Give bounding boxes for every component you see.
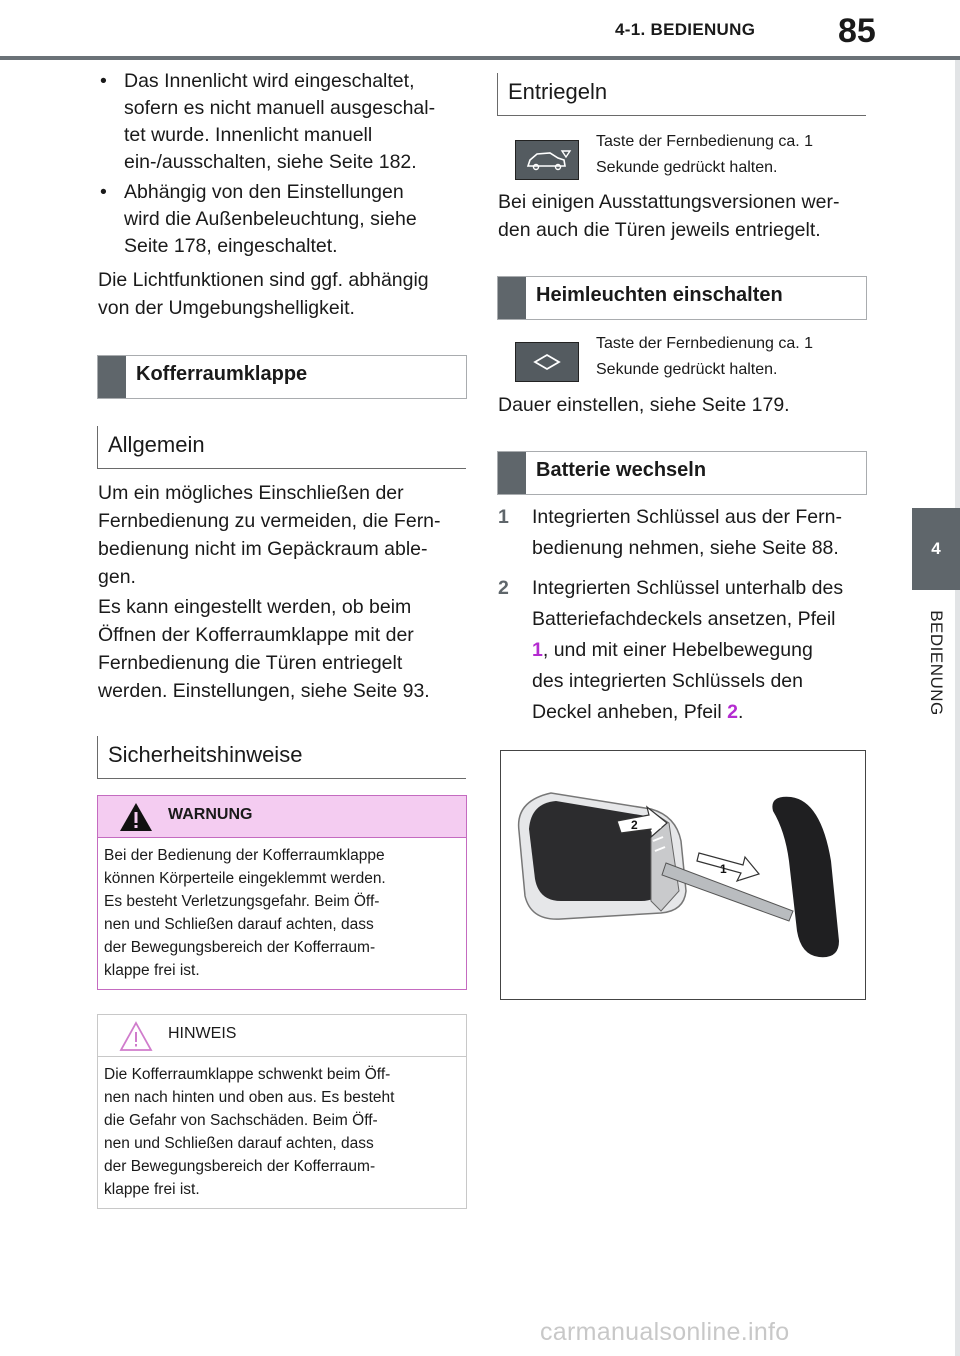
key-instruction	[596, 331, 813, 383]
section-tab	[498, 277, 526, 319]
light-button-icon	[515, 342, 579, 382]
text-line: Integrierten Schlüssel aus der Fern-	[532, 506, 842, 528]
text-line: wird die Außenbeleuchtung, siehe	[124, 208, 417, 230]
subheading-sicherheitshinweise	[97, 736, 466, 779]
warning-text	[104, 844, 386, 982]
watermark: carmanualsonline.info	[540, 1318, 790, 1346]
paragraph	[98, 479, 468, 591]
step-text	[532, 502, 872, 564]
bullet-text	[124, 68, 435, 176]
subheading-allgemein	[97, 426, 466, 469]
text-line: Die Lichtfunktionen sind ggf. abhängig	[98, 269, 429, 291]
section-heading-batterie	[497, 451, 867, 495]
figure-label-1: 1	[720, 862, 727, 876]
text-line: klappe frei ist.	[104, 962, 200, 979]
text-line: gen.	[98, 566, 136, 588]
text-line: Bei der Bedienung der Kofferraumklappe	[104, 847, 385, 864]
step-number: 1	[498, 506, 509, 528]
text-fragment: , und mit einer Hebelbewegung	[542, 639, 813, 661]
text-line: der Bewegungsbereich der Kofferraum-	[104, 939, 376, 956]
bullet-dot: •	[100, 70, 107, 92]
text-line: ein-/ausschalten, siehe Seite 182.	[124, 151, 417, 173]
paragraph	[98, 266, 468, 322]
text-line: von der Umgebungshelligkeit.	[98, 297, 355, 319]
step-number: 2	[498, 577, 509, 599]
text-fragment: Deckel anheben, Pfeil	[532, 701, 728, 723]
text-line: nen und Schließen darauf achten, dass	[104, 1135, 374, 1152]
warning-box	[97, 795, 467, 990]
text-line: werden. Einstellungen, siehe Seite 93.	[98, 680, 430, 702]
text-line: Fernbedienung zu vermeiden, die Fern-	[98, 510, 441, 532]
bullet-item	[100, 68, 470, 178]
subheading-label: Allgemein	[108, 432, 205, 457]
paragraph: Dauer einstellen, siehe Seite 179.	[498, 394, 790, 416]
header-rule	[0, 56, 960, 60]
text-line: bedienung nehmen, siehe Seite 88.	[532, 537, 839, 559]
key-instruction	[596, 129, 813, 181]
section-tab	[498, 452, 526, 494]
subheading-entriegeln	[497, 73, 866, 116]
bullet-dot: •	[100, 181, 107, 203]
text-line: Es besteht Verletzungsgefahr. Beim Öff-	[104, 893, 380, 910]
car-trunk-icon	[516, 141, 578, 179]
text-line: Um ein mögliches Einschließen der	[98, 482, 404, 504]
section-heading-heimleuchten	[497, 276, 867, 320]
trunk-button-icon	[515, 140, 579, 180]
text-line: Öffnen der Kofferraumklappe mit der	[98, 624, 414, 646]
subheading-label: Entriegeln	[508, 79, 608, 104]
bullet-item	[100, 179, 470, 263]
text-line: bedienung nicht im Gepäckraum able-	[98, 538, 428, 560]
text-line: Das Innenlicht wird eingeschaltet,	[124, 70, 415, 92]
warning-triangle-icon	[118, 801, 154, 833]
text-line: Seite 178, eingeschaltet.	[124, 235, 338, 257]
subheading-label: Sicherheitshinweise	[108, 742, 303, 767]
key-fob-illustration	[501, 751, 865, 999]
figure-label-2: 2	[631, 818, 638, 832]
paragraph	[98, 593, 468, 705]
hint-text	[104, 1063, 394, 1201]
text-line: die Gefahr von Sachschäden. Beim Öff-	[104, 1112, 378, 1129]
hint-header	[98, 1015, 466, 1057]
text-line: Batteriefachdeckels ansetzen, Pfeil	[532, 608, 836, 630]
text-line: Taste der Fernbedienung ca. 1	[596, 133, 814, 150]
text-line: sofern es nicht manuell ausgeschal-	[124, 97, 436, 119]
text-line: Bei einigen Ausstattungsversionen wer-	[498, 191, 840, 213]
text-line: der Bewegungsbereich der Kofferraum-	[104, 1158, 376, 1175]
section-heading-label: Kofferraumklappe	[136, 363, 308, 385]
text-line: Es kann eingestellt werden, ob beim	[98, 596, 412, 618]
arrow-reference-1: 1	[532, 639, 543, 661]
diamond-light-icon	[516, 343, 578, 381]
text-line: nen und Schließen darauf achten, dass	[104, 916, 374, 933]
section-heading-kofferraumklappe	[97, 355, 467, 399]
caution-triangle-icon	[118, 1020, 154, 1052]
chapter-label-text: BEDIENUNG	[927, 610, 946, 716]
text-line	[532, 635, 872, 666]
text-fragment: .	[737, 701, 744, 723]
text-line: Fernbedienung die Türen entriegelt	[98, 652, 403, 674]
text-line: Integrierten Schlüssel unterhalb des	[532, 577, 844, 599]
section-heading-label: Heimleuchten einschalten	[536, 284, 783, 306]
chapter-label	[912, 598, 960, 728]
warning-title: WARNUNG	[168, 806, 253, 823]
text-line: Abhängig von den Einstellungen	[124, 181, 404, 203]
section-tab	[98, 356, 126, 398]
text-line: Die Kofferraumklappe schwenkt beim Öff-	[104, 1066, 391, 1083]
text-line: tet wurde. Innenlicht manuell	[124, 124, 373, 146]
text-line: Sekunde gedrückt halten.	[596, 361, 778, 378]
bullet-text	[124, 179, 417, 260]
text-line: Sekunde gedrückt halten.	[596, 159, 778, 176]
text-line: Taste der Fernbedienung ca. 1	[596, 335, 814, 352]
text-line: des integrierten Schlüssels den	[532, 670, 803, 692]
hint-title: HINWEIS	[168, 1025, 237, 1042]
chapter-tab[interactable]: 4	[912, 508, 960, 590]
section-header-title: 4-1. BEDIENUNG	[615, 20, 756, 39]
text-line: klappe frei ist.	[104, 1181, 200, 1198]
text-line: den auch die Türen jeweils entriegelt.	[498, 219, 821, 241]
warning-header	[98, 796, 466, 838]
section-heading-label: Batterie wechseln	[536, 459, 707, 481]
text-line: nen nach hinten und oben aus. Es besteht	[104, 1089, 395, 1106]
arrow-reference-2: 2	[727, 701, 738, 723]
text-line	[532, 697, 872, 728]
hint-box	[97, 1014, 467, 1209]
battery-change-illustration	[500, 750, 866, 1000]
page-number: 85	[838, 12, 876, 50]
text-line: können Körperteile eingeklemmt werden.	[104, 870, 386, 887]
paragraph	[498, 188, 868, 244]
step-text	[532, 573, 872, 728]
